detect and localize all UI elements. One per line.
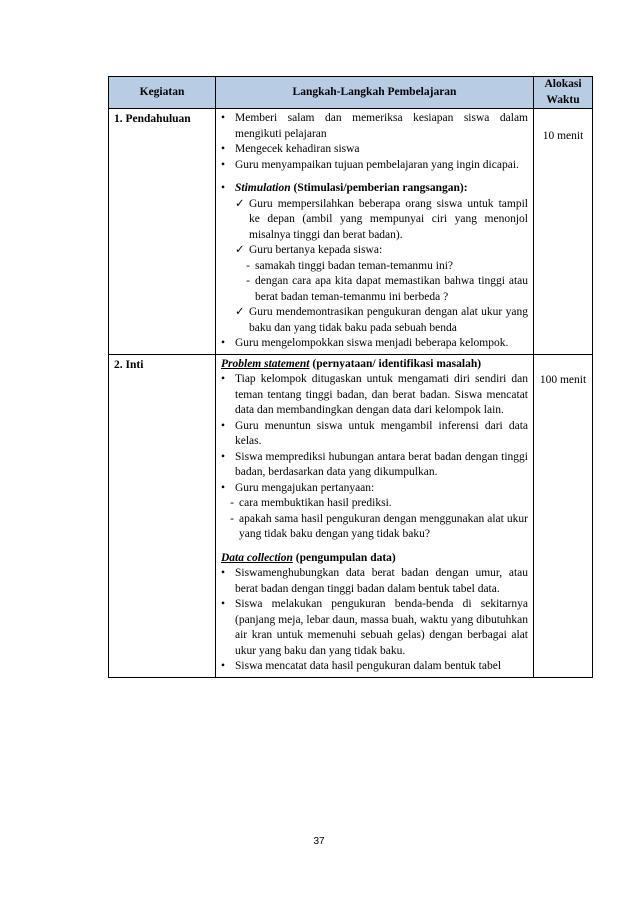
checkmark-icon: ✓ bbox=[235, 306, 245, 318]
list-item: ✓ Guru mendemontrasikan pengukuran dengan alat ukur yang baku dan yang tidak baku pada sebuah benda bbox=[221, 305, 528, 336]
list-item: • Siswa memprediksi hubungan antara berat badan dengan tinggi badan, berdasarkan data yang dikumpulkan. bbox=[221, 450, 528, 481]
header-alokasi-waktu: Alokasi Waktu bbox=[534, 77, 593, 109]
checkmark-icon: ✓ bbox=[235, 197, 245, 210]
checkmark-icon: ✓ bbox=[235, 244, 245, 256]
list-item: - samakah tinggi badan teman-temanmu ini? bbox=[246, 259, 453, 272]
bullet-icon: • bbox=[221, 182, 226, 194]
bullet-icon: • bbox=[221, 567, 226, 579]
list-item: ✓ Guru bertanya kepada siswa: bbox=[221, 243, 528, 259]
steps-cell bbox=[216, 109, 534, 355]
list-item: • Guru menuntun siswa untuk mengambil inferensi dari data kelas. bbox=[221, 419, 528, 450]
list-item: - cara membuktikan hasil prediksi. bbox=[230, 497, 392, 509]
time-cell: 10 menit bbox=[534, 109, 593, 355]
steps-cell bbox=[216, 354, 534, 677]
bullet-icon: • bbox=[221, 373, 226, 385]
list-item: • Memberi salam dan memeriksa kesiapan siswa dalam mengikuti pelajaran bbox=[221, 111, 528, 142]
list-item: • Guru menyampaikan tujuan pembelajaran yang ingin dicapai. bbox=[221, 158, 528, 174]
bullet-icon: • bbox=[221, 158, 226, 171]
list-item: ✓ Guru mempersilahkan beberapa orang siswa untuk tampil ke depan (ambil yang mempunyai ciri yang menonjol misalnya tinggi dan berat badan). bbox=[221, 197, 528, 244]
table-row bbox=[109, 109, 593, 355]
list-item: • Guru mengajukan pertanyaan: bbox=[221, 481, 528, 497]
section-heading: Data collection (pengumpulan data) bbox=[221, 551, 396, 564]
list-item: • Siswa melakukan pengukuran benda-benda di sekitarnya (panjang meja, lebar daun, massa buah, waktu yang dibutuhkan air kran untuk memenuhi sebuah gelas) dengan berbagai alat ukur yang baku dan yang tidak baku. bbox=[221, 597, 528, 659]
header-kegiatan: Kegiatan bbox=[109, 77, 216, 109]
lesson-plan-table bbox=[108, 76, 593, 678]
list-item: - apakah sama hasil pengukuran dengan menggunakan alat ukur yang tidak baku dengan yang tidak baku? bbox=[230, 512, 528, 540]
bullet-icon: • bbox=[221, 143, 226, 155]
list-item: • Siswa mencatat data hasil pengukuran dalam bentuk tabel bbox=[221, 659, 528, 675]
list-item: • Mengecek kehadiran siswa bbox=[221, 142, 528, 158]
list-item: • Siswamenghubungkan data berat badan dengan umur, atau berat badan dengan tinggi badan dalam bentuk tabel data. bbox=[221, 566, 528, 597]
time-cell: 100 menit bbox=[534, 354, 593, 677]
table-row bbox=[109, 354, 593, 677]
bullet-icon: • bbox=[221, 481, 226, 494]
list-item: - dengan cara apa kita dapat memastikan bahwa tinggi atau berat badan teman-temanmu ini berbeda ? bbox=[246, 275, 528, 303]
activity-cell: 2. Inti bbox=[109, 354, 216, 677]
list-item: • Stimulation (Stimulasi/pemberian rangsangan): bbox=[221, 181, 528, 197]
page-number: 37 bbox=[313, 836, 325, 847]
table-header-row bbox=[109, 77, 593, 109]
bullet-icon: • bbox=[221, 450, 226, 463]
header-langkah: Langkah-Langkah Pembelajaran bbox=[216, 77, 534, 109]
section-heading: Problem statement (pernyataan/ identifikasi masalah) bbox=[221, 357, 482, 370]
list-item: • Guru mengelompokkan siswa menjadi beberapa kelompok. bbox=[221, 336, 528, 352]
bullet-icon: • bbox=[221, 419, 226, 432]
bullet-icon: • bbox=[221, 598, 226, 610]
bullet-icon: • bbox=[221, 337, 226, 349]
bullet-icon: • bbox=[221, 112, 226, 124]
list-item: • Tiap kelompok ditugaskan untuk mengamati diri sendiri dan teman tentang tinggi badan, dan berat badan. Siswa mencatat data dan membandingkan dengan data dari kelompok lain. bbox=[221, 372, 528, 419]
bullet-icon: • bbox=[221, 660, 226, 672]
activity-cell: 1. Pendahuluan bbox=[109, 109, 216, 355]
